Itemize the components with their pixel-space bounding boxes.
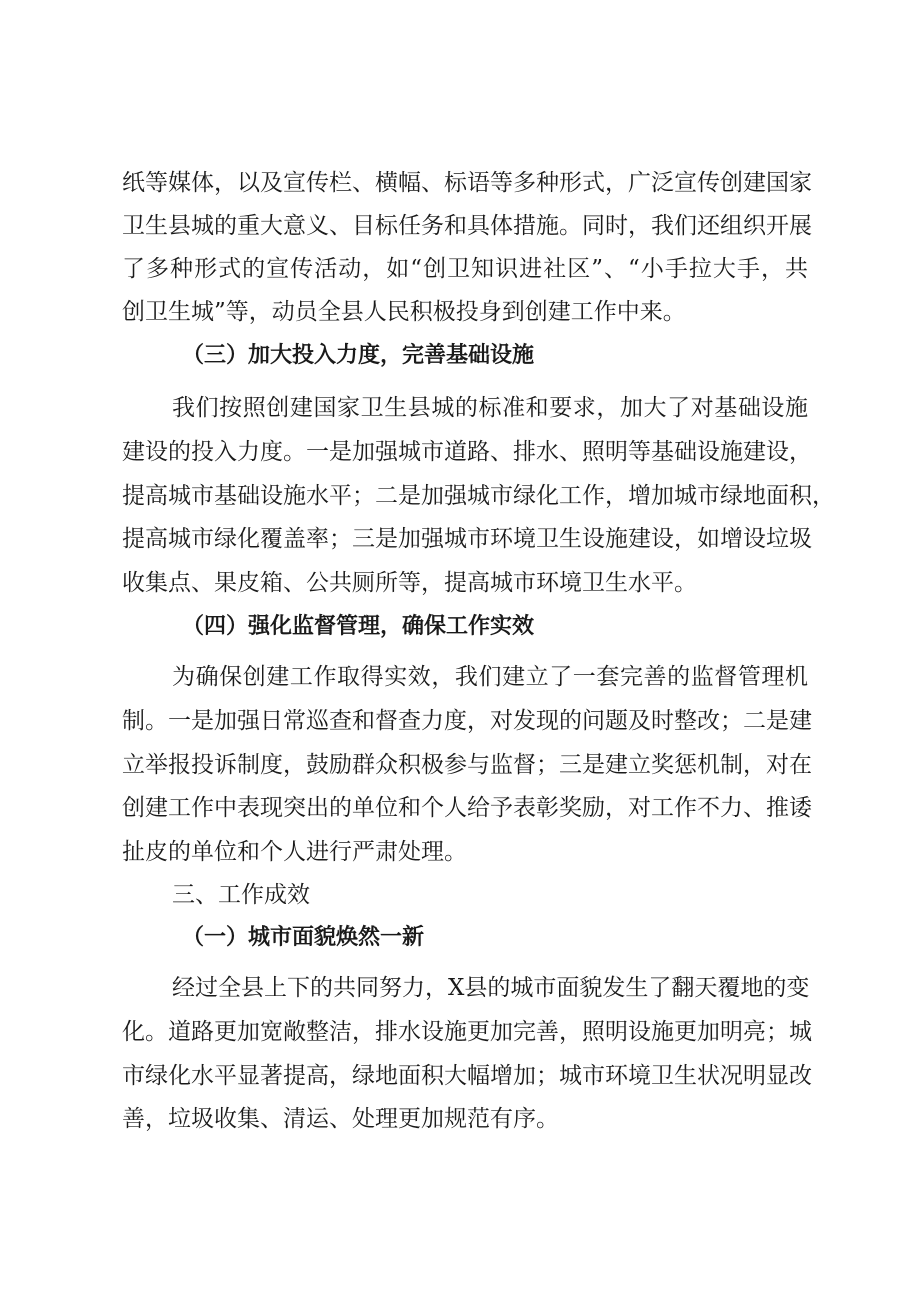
subheading-text: （一）城市面貌焕然一新	[182, 925, 425, 950]
subheading	[0, 612, 920, 642]
paragraph-line	[0, 568, 920, 598]
paragraph-line	[0, 662, 920, 692]
paragraph-text: 收集点、果皮箱、公共厕所等，提高城市环境卫生水平。	[122, 570, 697, 596]
paragraph-line	[0, 168, 920, 198]
paragraph-text: 立举报投诉制度，鼓励群众积极参与监督；三是建立奖惩机制，对在	[122, 752, 812, 778]
paragraph-text: 纸等媒体，以及宣传栏、横幅、标语等多种形式，广泛宣传创建国家	[122, 170, 812, 196]
paragraph-text: 提高城市绿化覆盖率；三是加强城市环境卫生设施建设，如增设垃圾	[122, 526, 812, 552]
paragraph-text: 建设的投入力度。一是加强城市道路、排水、照明等基础设施建设，	[122, 439, 812, 465]
paragraph-line	[0, 1061, 920, 1091]
paragraph-text: 制。一是加强日常巡查和督查力度，对发现的问题及时整改；二是建	[122, 708, 812, 734]
paragraph-text: 善，垃圾收集、清运、处理更加规范有序。	[122, 1106, 559, 1132]
subheading-text: （四）强化监督管理，确保工作实效	[182, 614, 535, 639]
paragraph-line	[0, 793, 920, 823]
paragraph-text: 市绿化水平显著提高，绿地面积大幅增加；城市环境卫生状况明显改	[122, 1063, 812, 1089]
subheading	[0, 923, 920, 953]
paragraph-text: 为确保创建工作取得实效，我们建立了一套完善的监督管理机	[172, 664, 808, 690]
paragraph-text: 扯皮的单位和个人进行严肃处理。	[122, 839, 467, 865]
paragraph-line	[0, 837, 920, 867]
paragraph-text: 化。道路更加宽敞整洁，排水设施更加完善，照明设施更加明亮；城	[122, 1019, 812, 1045]
subheading-text: （三）加大投入力度，完善基础设施	[182, 343, 535, 368]
paragraph-text: 卫生县城的重大意义、目标任务和具体措施。同时，我们还组织开展	[122, 213, 812, 239]
paragraph-line	[0, 211, 920, 241]
paragraph-line	[0, 750, 920, 780]
section-heading-text: 三、工作成效	[172, 882, 310, 908]
paragraph-text: 经过全县上下的共同努力，X县的城市面貌发生了翻天覆地的变	[172, 975, 810, 1001]
paragraph-text: 创卫生城”等，动员全县人民积极投身到创建工作中来。	[122, 299, 686, 325]
section-heading	[0, 880, 920, 910]
paragraph-text: 我们按照创建国家卫生县城的标准和要求，加大了对基础设施	[172, 395, 808, 421]
paragraph-text: 创建工作中表现突出的单位和个人给予表彰奖励，对工作不力、推诿	[122, 795, 812, 821]
paragraph-line	[0, 393, 920, 423]
paragraph-line	[0, 437, 920, 467]
paragraph-line	[0, 973, 920, 1003]
paragraph-line	[0, 524, 920, 554]
paragraph-line	[0, 481, 920, 511]
paragraph-text: 提高城市基础设施水平；二是加强城市绿化工作，增加城市绿地面积，	[122, 483, 835, 509]
paragraph-line	[0, 297, 920, 327]
paragraph-text: 了多种形式的宣传活动，如“创卫知识进社区”、“小手拉大手，共	[122, 256, 808, 282]
paragraph-line	[0, 254, 920, 284]
paragraph-line	[0, 1104, 920, 1134]
paragraph-line	[0, 1017, 920, 1047]
paragraph-line	[0, 706, 920, 736]
subheading	[0, 341, 920, 371]
